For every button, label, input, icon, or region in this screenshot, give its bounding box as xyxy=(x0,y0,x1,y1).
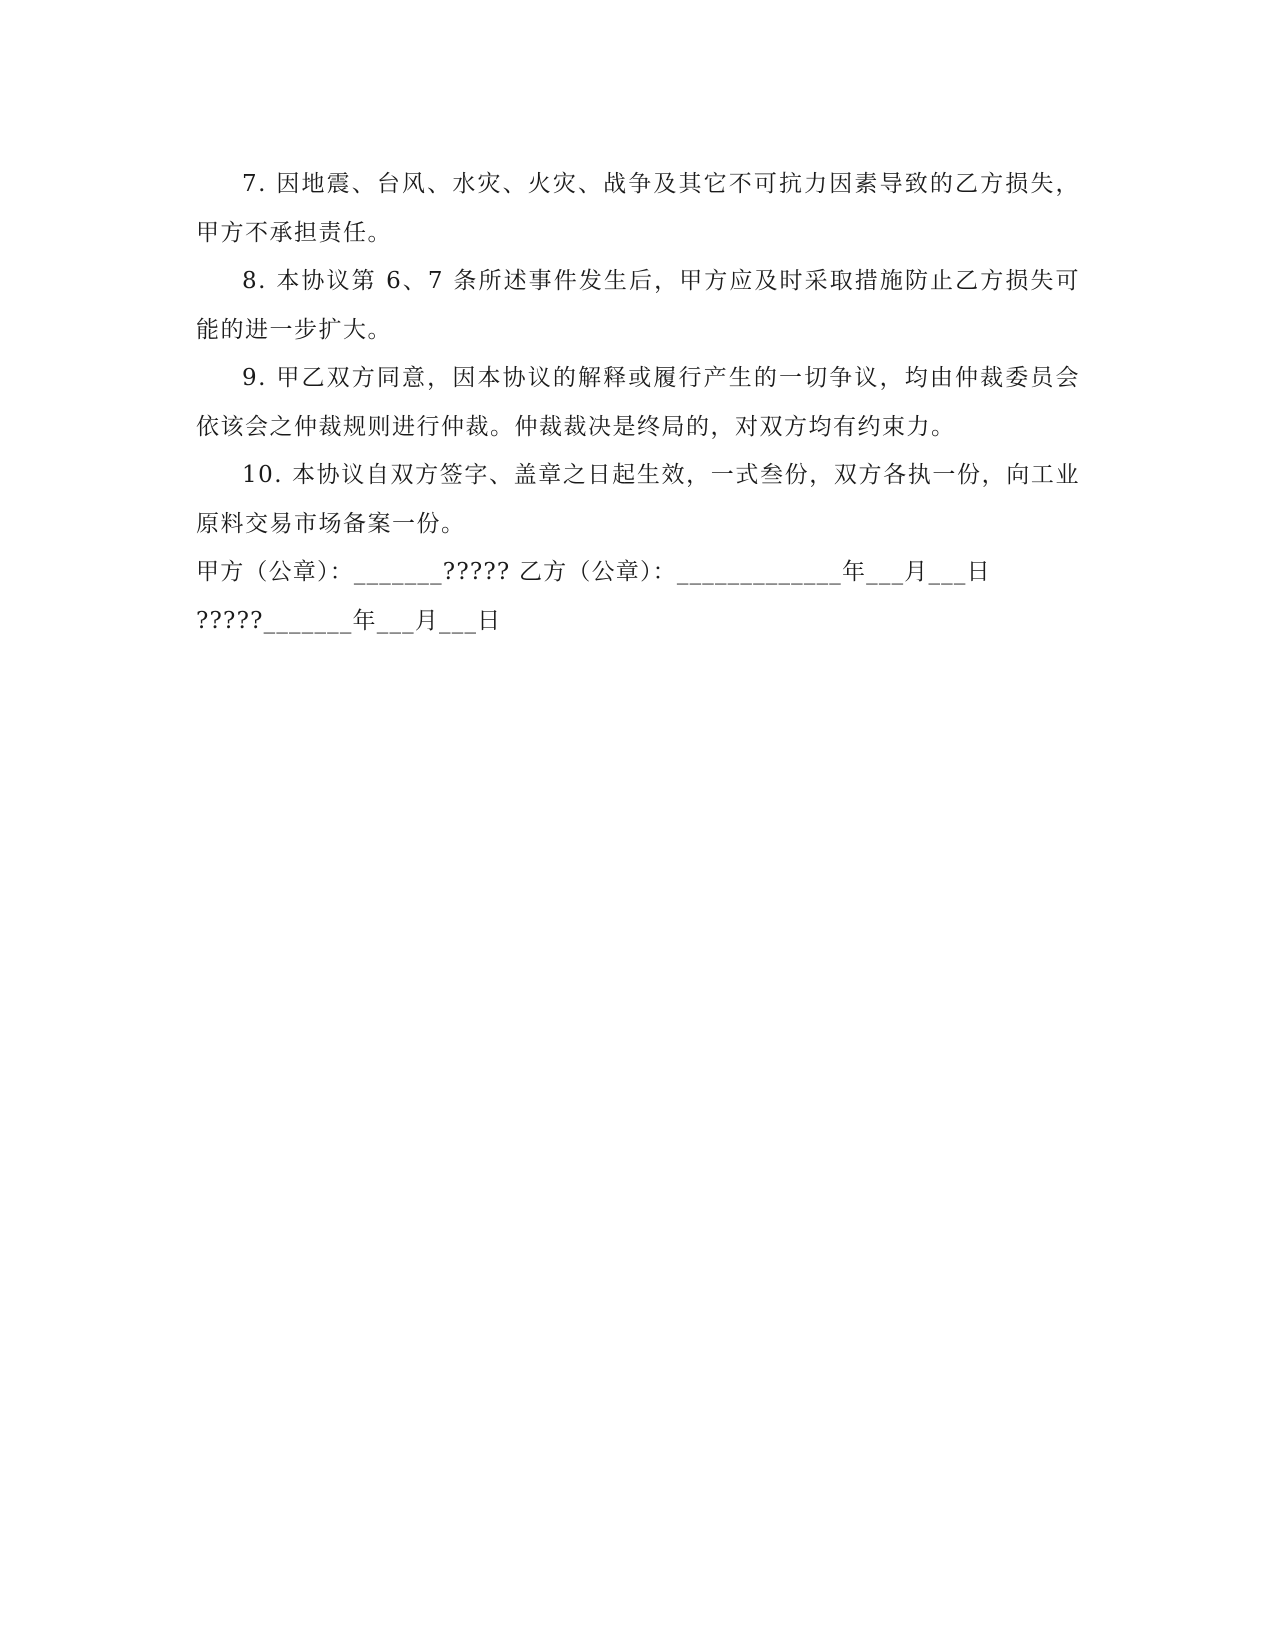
clause-10: 10. 本协议自双方签字、盖章之日起生效，一式叁份，双方各执一份，向工业原料交易市场备案一份。 xyxy=(196,462,1080,537)
clause-8: 8. 本协议第 6、7 条所述事件发生后，甲方应及时采取措施防止乙方损失可能的进一步扩大。 xyxy=(196,268,1080,343)
signature-line-parties: 甲方（公章）：_______????? 乙方（公章）：_____________年___月___日 xyxy=(196,559,991,585)
clause-9: 9. 甲乙双方同意，因本协议的解释或履行产生的一切争议，均由仲裁委员会依该会之仲裁规则进行仲裁。仲裁裁决是终局的，对双方均有约束力。 xyxy=(196,365,1080,440)
document-body xyxy=(196,160,1080,645)
clause-7: 7. 因地震、台风、水灾、火灾、战争及其它不可抗力因素导致的乙方损失，甲方不承担责任。 xyxy=(196,171,1080,246)
signature-line-date: ?????_______年___月___日 xyxy=(196,607,502,634)
